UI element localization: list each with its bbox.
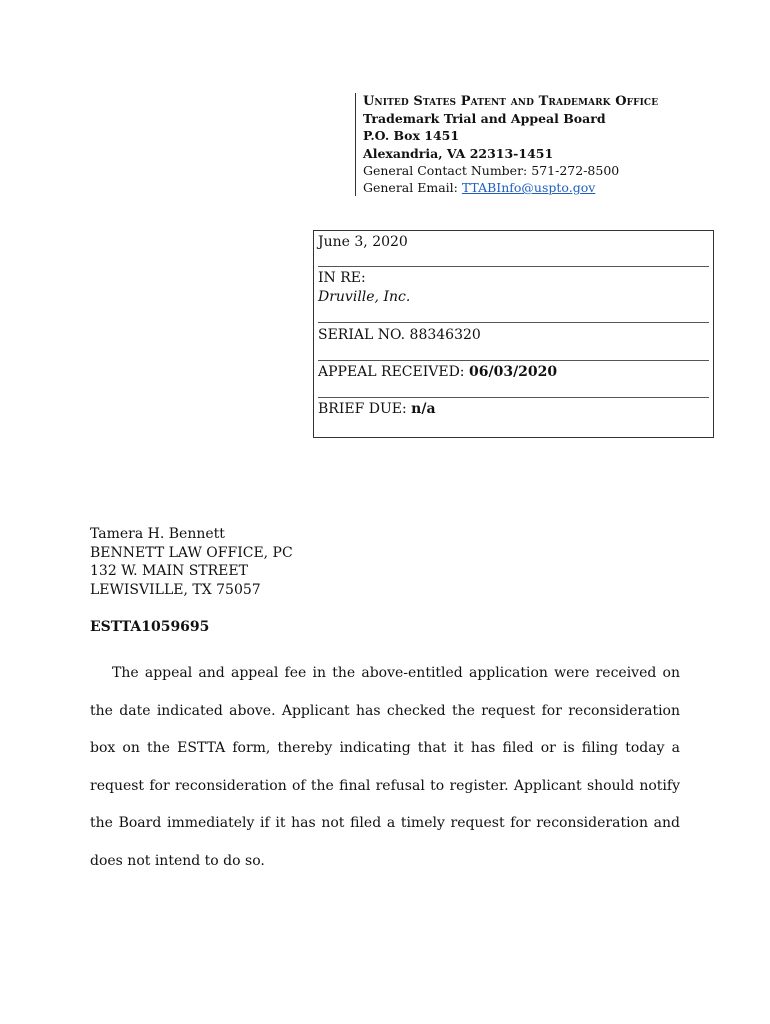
recipient-street: 132 W. MAIN STREET [90, 563, 248, 580]
contact-number-line [363, 162, 658, 179]
estta-reference: ESTTA1059695 [90, 619, 210, 635]
appeal-row [318, 363, 709, 398]
brief-due: n/a [411, 401, 436, 417]
office-city: Alexandria, VA 22313-1451 [363, 145, 554, 161]
email-link[interactable]: TTABInfo@uspto.gov [461, 180, 596, 196]
brief-row [318, 400, 709, 430]
email-label: General Email: [363, 180, 462, 196]
po-box: P.O. Box 1451 [363, 128, 460, 144]
board-name: Trademark Trial and Appeal Board [363, 111, 606, 127]
letterhead [355, 93, 658, 196]
recipient-name: Tamera H. Bennett [90, 526, 225, 542]
appeal-date: 06/03/2020 [468, 364, 558, 380]
in-re-label: IN RE: [318, 270, 366, 286]
contact-number: 571-272-8500 [531, 162, 620, 178]
date-row [318, 233, 709, 267]
appeal-label: APPEAL RECEIVED: [318, 364, 469, 380]
serial-label: SERIAL NO. [318, 327, 410, 343]
contact-number-label: General Contact Number: [363, 162, 532, 178]
in-re-row [318, 269, 709, 323]
recipient-firm: BENNETT LAW OFFICE, PC [90, 544, 293, 561]
case-info-box [313, 230, 714, 438]
applicant-name: Druville, Inc. [318, 289, 411, 305]
letter-date: June 3, 2020 [318, 234, 408, 250]
office-name: United States Patent and Trademark Office [363, 94, 659, 109]
body-paragraph: The appeal and appeal fee in the above-entitled application were received on the date indicated above. Applicant has checked the request for reconsideration box on the ESTTA form, thereby indicating that it has filed or is filing today a request for reconsideration of the final refusal to register. Applicant should notify the Board immediately if it has not filed a timely request for reconsideration and does not intend to do so. [90, 665, 680, 869]
serial-row [318, 326, 709, 361]
serial-number: 88346320 [409, 327, 481, 343]
recipient-city: LEWISVILLE, TX 75057 [90, 581, 261, 598]
brief-label: BRIEF DUE: [318, 401, 412, 417]
email-line [363, 179, 658, 196]
recipient-address [90, 525, 293, 599]
